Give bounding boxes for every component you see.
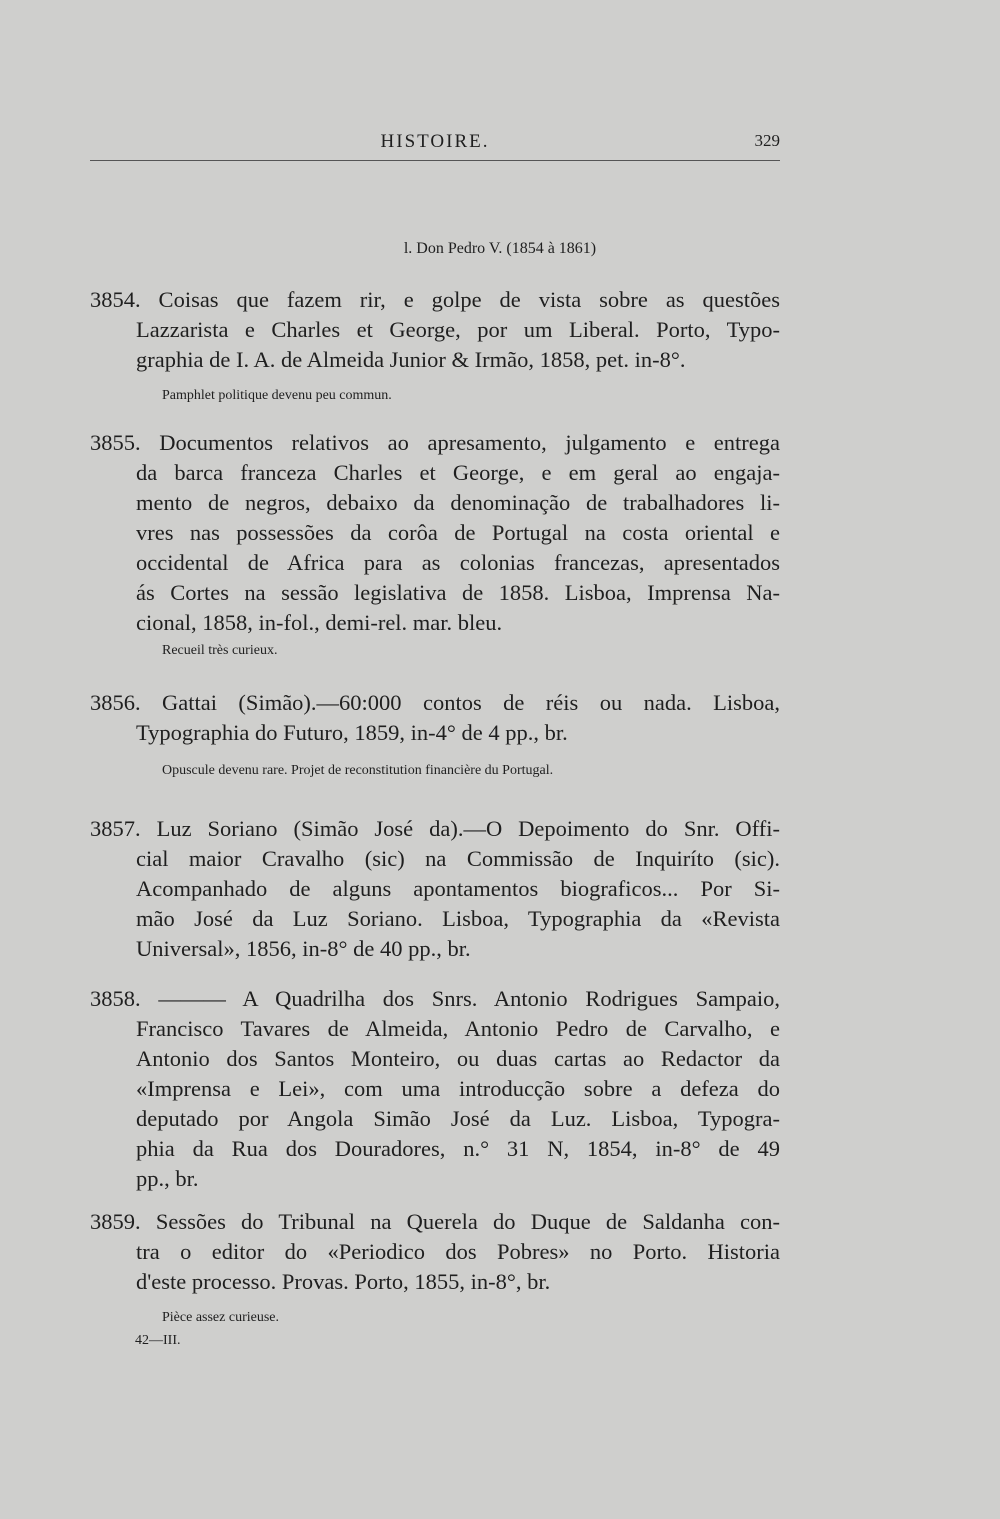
entry-line: ás Cortes na sessão legislativa de 1858. Lisboa, Imprensa Na- [136,580,780,605]
entry-line: da barca franceza Charles et George, e em geral ao engaja- [136,460,780,485]
entry-3855 [90,428,780,638]
entry-note: Pièce assez curieuse. [162,1310,279,1325]
running-head [90,131,780,161]
page-number: 329 [754,131,780,150]
entry-line: mão José da Luz Soriano. Lisboa, Typographia da «Revista [136,906,780,931]
entry-line: 3859. Sessões do Tribunal na Querela do Duque de Saldanha con- [90,1209,780,1234]
entry-line: vres nas possessões da corôa de Portugal na costa oriental e [136,520,780,545]
entry-note: Recueil très curieux. [162,643,278,658]
entry-line: pp., br. [136,1166,199,1191]
entry-line: cional, 1858, in-fol., demi-rel. mar. bleu. [136,610,503,635]
entry-line: «Imprensa e Lei», com uma introducção sobre a defeza do [136,1076,780,1101]
entry-3857 [90,814,780,964]
entry-line: graphia de I. A. de Almeida Junior & Irmão, 1858, pet. in-8°. [136,347,686,372]
entry-note: Opuscule devenu rare. Projet de reconstitution financière du Portugal. [162,763,554,778]
entry-line: phia da Rua dos Douradores, n.° 31 N, 1854, in-8° de 49 [136,1136,780,1161]
entry-3854 [90,285,780,375]
entry-3858 [90,984,780,1194]
entry-line: Acompanhado de alguns apontamentos biograficos... Por Si- [136,876,780,901]
entry-line: d'este processo. Provas. Porto, 1855, in-8°, br. [136,1269,551,1294]
entry-line: occidental de Africa para as colonias francezas, apresentados [136,550,780,575]
entry-line: 3857. Luz Soriano (Simão José da).—O Depoimento do Snr. Offi- [90,816,780,841]
entry-line: 3858. ——— A Quadrilha dos Snrs. Antonio Rodrigues Sampaio, [90,986,780,1011]
entry-line: Lazzarista e Charles et George, por um Liberal. Porto, Typo- [136,317,780,342]
entry-line: mento de negros, debaixo da denominação de trabalhadores li- [136,490,780,515]
entry-note: Pamphlet politique devenu peu commun. [162,388,392,403]
entry-3856 [90,688,780,748]
entry-line: tra o editor do «Periodico dos Pobres» no Porto. Historia [136,1239,780,1264]
entry-line: Typographia do Futuro, 1859, in-4° de 4 pp., br. [136,720,568,745]
entry-line: 3854. Coisas que fazem rir, e golpe de vista sobre as questões [90,287,780,312]
entry-line: Universal», 1856, in-8° de 40 pp., br. [136,936,471,961]
entry-line: cial maior Cravalho (sic) na Commissão de Inquiríto (sic). [136,846,780,871]
entry-line: Francisco Tavares de Almeida, Antonio Pedro de Carvalho, e [136,1016,780,1041]
entry-line: 3856. Gattai (Simão).—60:000 contos de réis ou nada. Lisboa, [90,690,780,715]
entry-line: Antonio dos Santos Monteiro, ou duas cartas ao Redactor da [136,1046,780,1071]
section-heading: l. Don Pedro V. (1854 à 1861) [403,240,597,257]
entry-line: 3855. Documentos relativos ao apresamento, julgamento e entrega [90,430,780,455]
running-title: HISTOIRE. [380,131,490,152]
entry-3859 [90,1207,780,1297]
signature-mark: 42—III. [135,1333,181,1348]
entry-line: deputado por Angola Simão José da Luz. Lisboa, Typogra- [136,1106,780,1131]
header-rule [90,160,780,161]
